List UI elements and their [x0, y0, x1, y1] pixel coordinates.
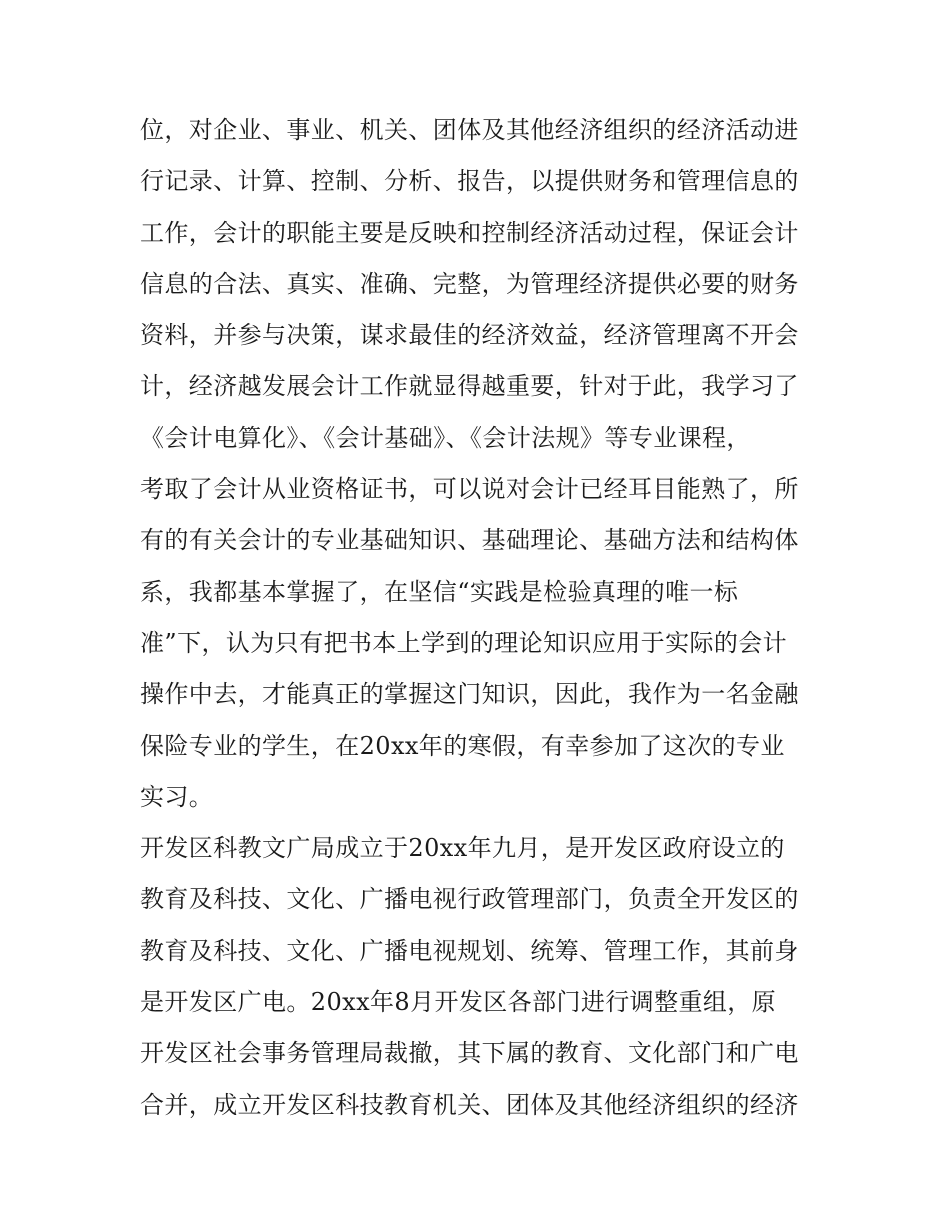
text-line: 保险专业的学生，在20xx年的寒假，有幸参加了这次的专业 [140, 731, 785, 760]
text-line: 准”下，认为只有把书本上学到的理论知识应用于实际的会计 [140, 628, 788, 657]
text-line: 位，对企业、事业、机关、团体及其他经济组织的经济活动进 [140, 116, 799, 144]
text-line: 工作，会计的职能主要是反映和控制经济活动过程，保证会计 [140, 218, 799, 247]
text-line: 行记录、计算、控制、分析、报告，以提供财务和管理信息的 [140, 167, 799, 196]
text-line: 实习。 [140, 782, 214, 811]
text-line: 计，经济越发展会计工作就显得越重要，针对于此，我学习了 [140, 372, 799, 401]
text-line: 系，我都基本掌握了，在坚信“实践是检验真理的唯一标 [140, 577, 739, 606]
text-line: 操作中去，才能真正的掌握这门知识，因此，我作为一名金融 [140, 680, 799, 709]
text-line: 考取了会计从业资格证书，可以说对会计已经耳目能熟了，所 [140, 475, 799, 504]
text-line: 有的有关会计的专业基础知识、基础理论、基础方法和结构体 [140, 526, 799, 555]
text-line: 资料，并参与决策，谋求最佳的经济效益，经济管理离不开会 [140, 321, 799, 350]
text-line: 教育及科技、文化、广播电视行政管理部门，负责全开发区的 [140, 885, 799, 914]
text-line: 《会计电算化》、《会计基础》、《会计法规》等专业课程， [140, 423, 751, 452]
text-line: 开发区社会事务管理局裁撤，其下属的教育、文化部门和广电 [140, 1039, 799, 1068]
text-line: 信息的合法、真实、准确、完整，为管理经济提供必要的财务 [140, 269, 799, 298]
body-text [140, 105, 820, 1131]
text-line: 开发区科教文广局成立于20xx年九月，是开发区政府设立的 [140, 834, 785, 863]
text-line: 合并，成立开发区科技教育机关、团体及其他经济组织的经济 [140, 1090, 799, 1119]
text-line: 是开发区广电。20xx年8月开发区各部门进行调整重组，原 [140, 988, 777, 1017]
text-line: 教育及科技、文化、广播电视规划、统筹、管理工作，其前身 [140, 936, 799, 965]
